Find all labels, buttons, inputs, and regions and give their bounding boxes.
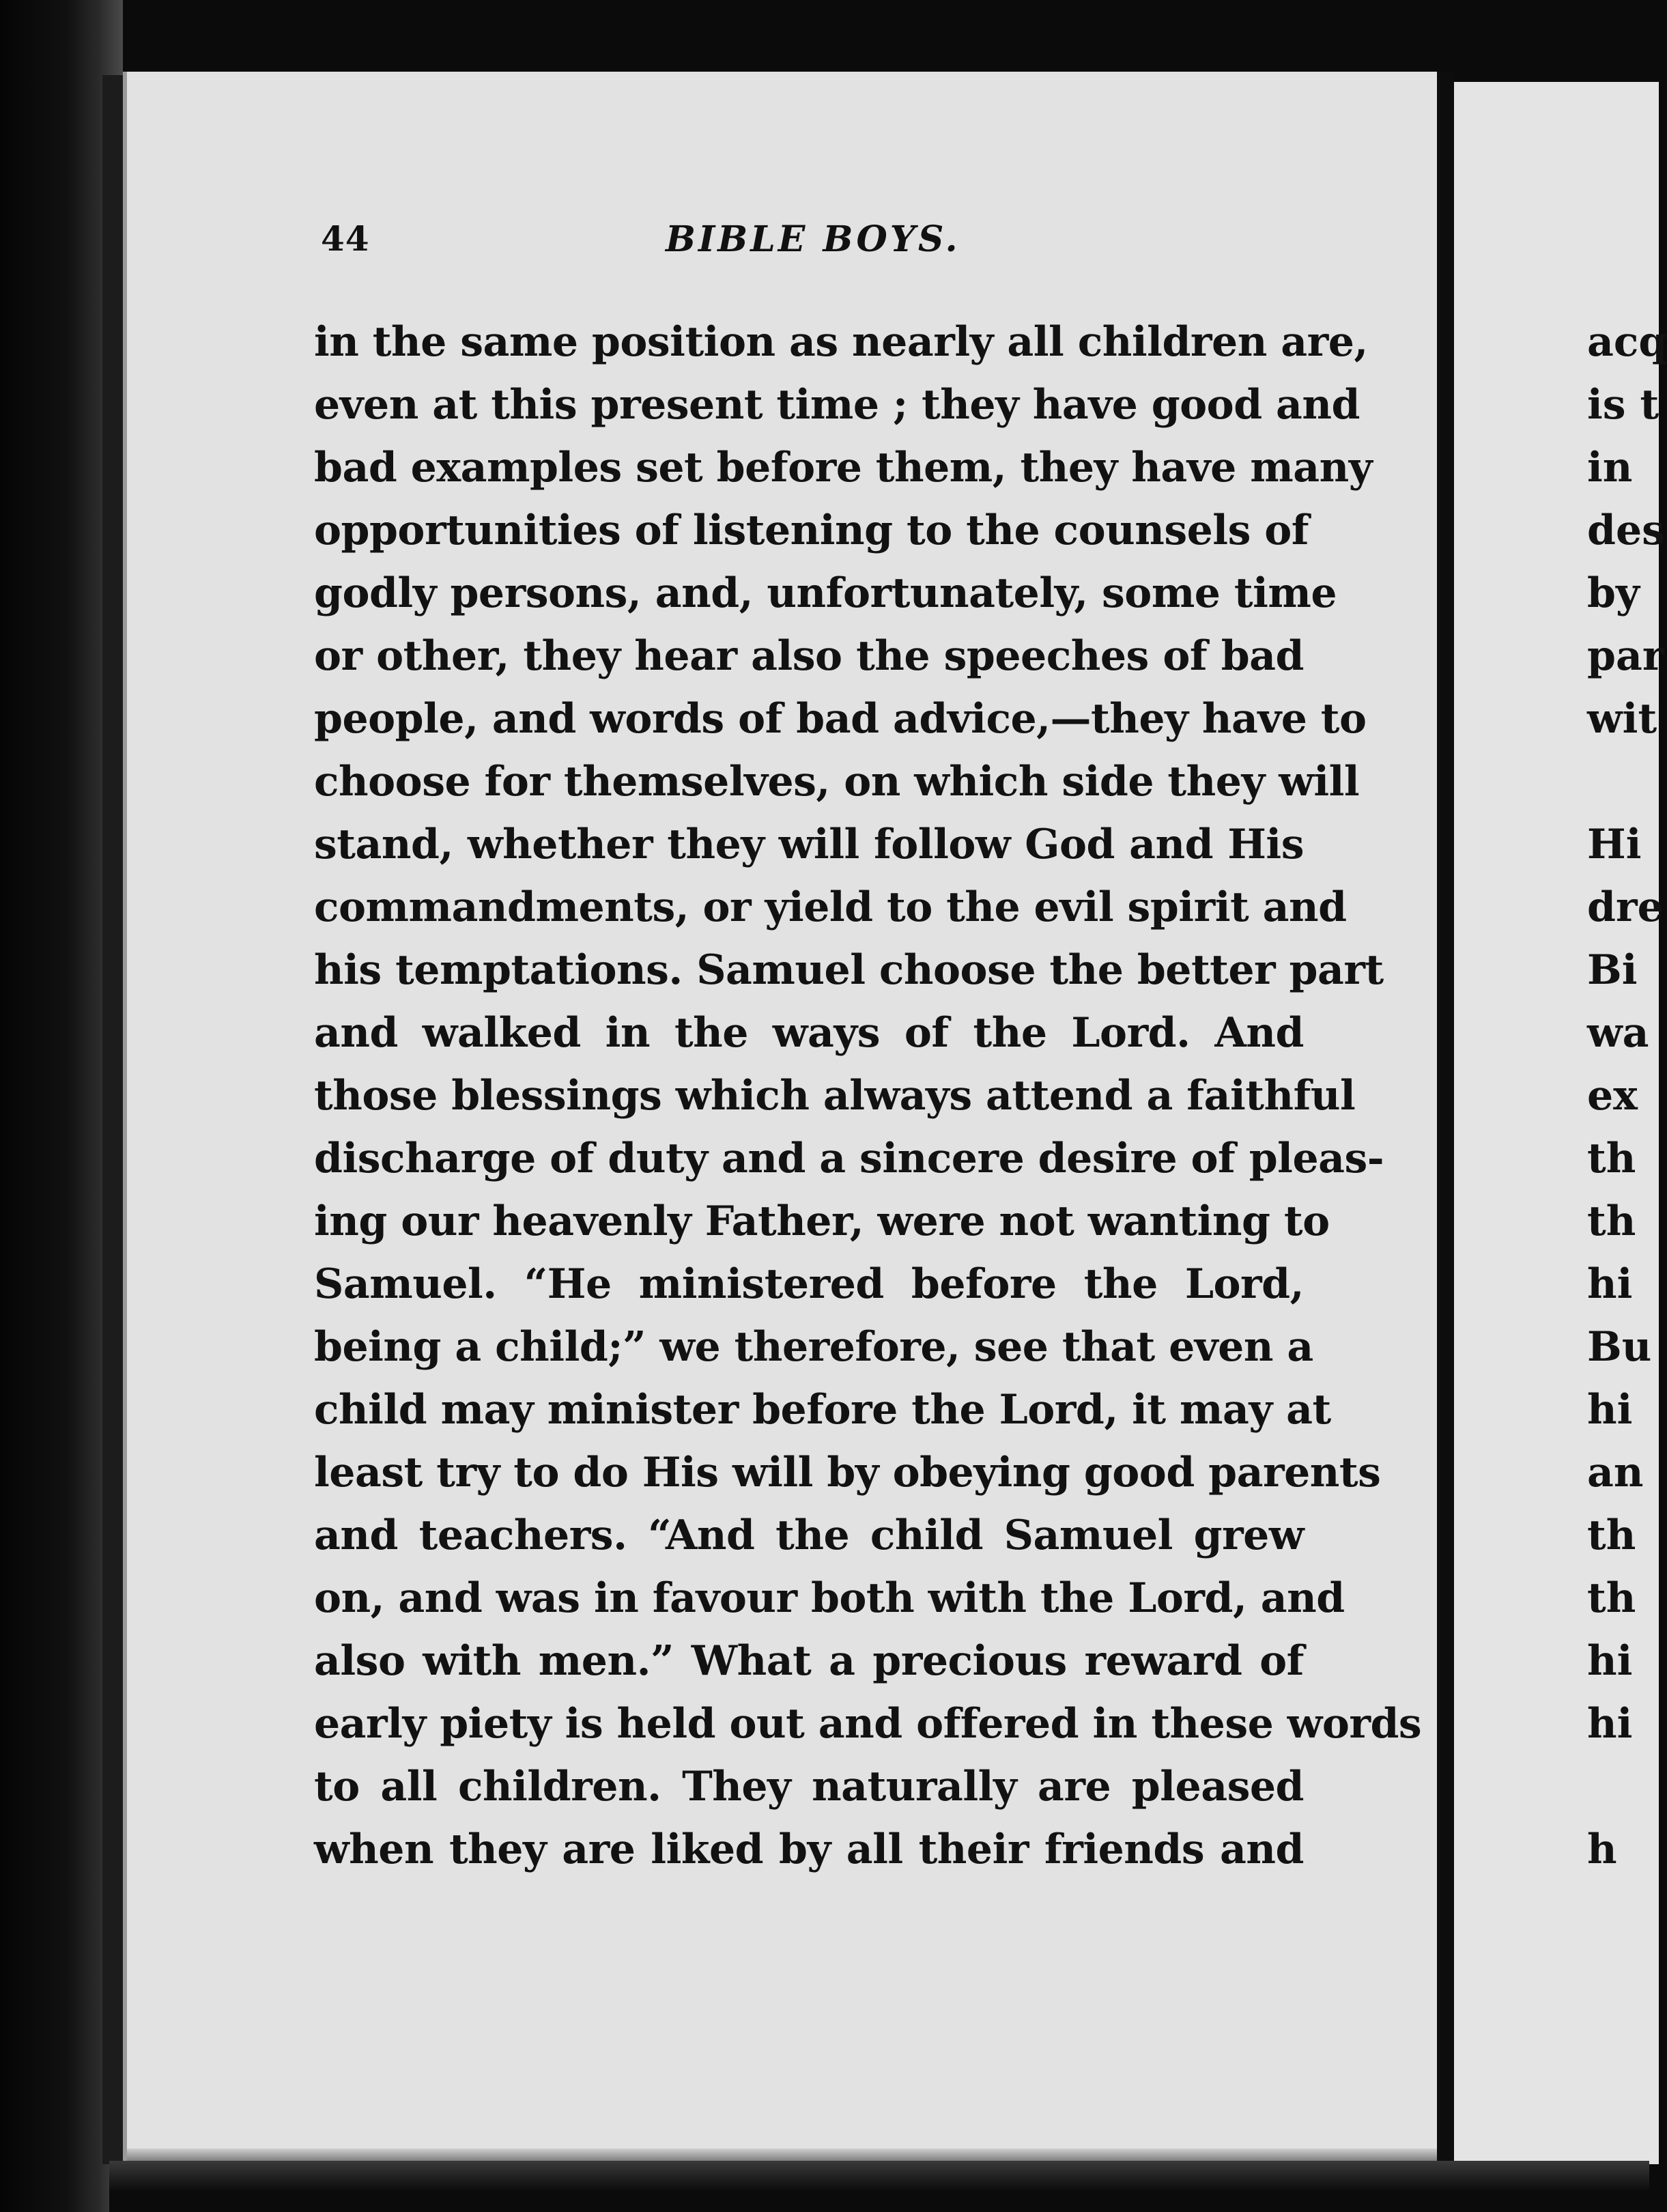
text-fragment: Bu [1587,1323,1652,1371]
text-fragment: wit [1587,695,1657,743]
text-fragment: an [1587,1449,1644,1497]
page-gutter [1437,72,1454,2168]
text-line: discharge of duty and a sincere desire of pleas- [314,1135,1384,1182]
text-fragment: th [1587,1197,1636,1245]
binding-shadow [102,75,123,2164]
text-fragment [1587,750,1667,813]
text-line: in the same position as nearly all children are, [314,318,1368,366]
text-line: and walked in the ways of the Lord. And [314,1009,1304,1057]
text-line: bad examples set before them, they have many [314,444,1373,492]
text-line: or other, they hear also the speeches of bad [314,632,1304,680]
text-line: people, and words of bad advice,—they have to [314,695,1367,743]
text-fragment: ex [1587,1072,1638,1120]
text-fragment: hi [1587,1637,1633,1685]
right-page-text-fragments [1587,311,1667,1881]
text-line: when they are liked by all their friends and [314,1826,1304,1873]
text-line: child may minister before the Lord, it may at [314,1386,1331,1434]
text-line: stand, whether they will follow God and His [314,821,1304,868]
page-header [321,218,1304,273]
text-line: early piety is held out and offered in these words [314,1700,1422,1748]
text-line: being a child;” we therefore, see that even a [314,1323,1313,1371]
text-line: his temptations. Samuel choose the better part [314,946,1384,994]
page-number: 44 [321,218,370,259]
text-fragment: wa [1587,1009,1649,1057]
text-line: Samuel. “He ministered before the Lord, [314,1260,1304,1308]
text-line: to all children. They naturally are pleased [314,1763,1304,1811]
text-fragment: in [1587,444,1633,492]
text-fragment: par [1587,632,1664,680]
text-line: also with men.” What a precious reward of [314,1637,1304,1685]
text-fragment: th [1587,1135,1636,1182]
text-fragment: hi [1587,1260,1633,1308]
text-fragment [1587,1755,1667,1818]
text-line: choose for themselves, on which side they will [314,758,1360,806]
text-line: and teachers. “And the child Samuel grew [314,1512,1304,1559]
running-head: BIBLE BOYS. [666,218,960,260]
text-fragment: hi [1587,1386,1633,1434]
text-line: godly persons, and, unfortunately, some time [314,569,1337,617]
text-fragment: hi [1587,1700,1633,1748]
text-line: on, and was in favour both with the Lord, and [314,1574,1345,1622]
text-fragment: des [1587,507,1665,554]
text-fragment: Hi [1587,821,1642,868]
text-line: those blessings which always attend a faithful [314,1072,1356,1120]
text-line: even at this present time ; they have good and [314,381,1360,429]
text-fragment: is t [1587,381,1659,429]
text-line: least try to do His will by obeying good parents [314,1449,1381,1497]
text-fragment: th [1587,1574,1636,1622]
text-fragment: th [1587,1512,1636,1559]
text-fragment: h [1587,1826,1617,1873]
text-line: commandments, or yield to the evil spirit and [314,883,1347,931]
text-line: ing our heavenly Father, were not wanting to [314,1197,1330,1245]
bottom-shadow [109,2161,1649,2212]
text-fragment: Bi [1587,946,1638,994]
text-fragment: by [1587,569,1640,617]
text-line: opportunities of listening to the counsels of [314,507,1309,554]
text-fragment: acq [1587,318,1667,366]
text-fragment: dre [1587,883,1664,931]
body-text [314,311,1422,1881]
